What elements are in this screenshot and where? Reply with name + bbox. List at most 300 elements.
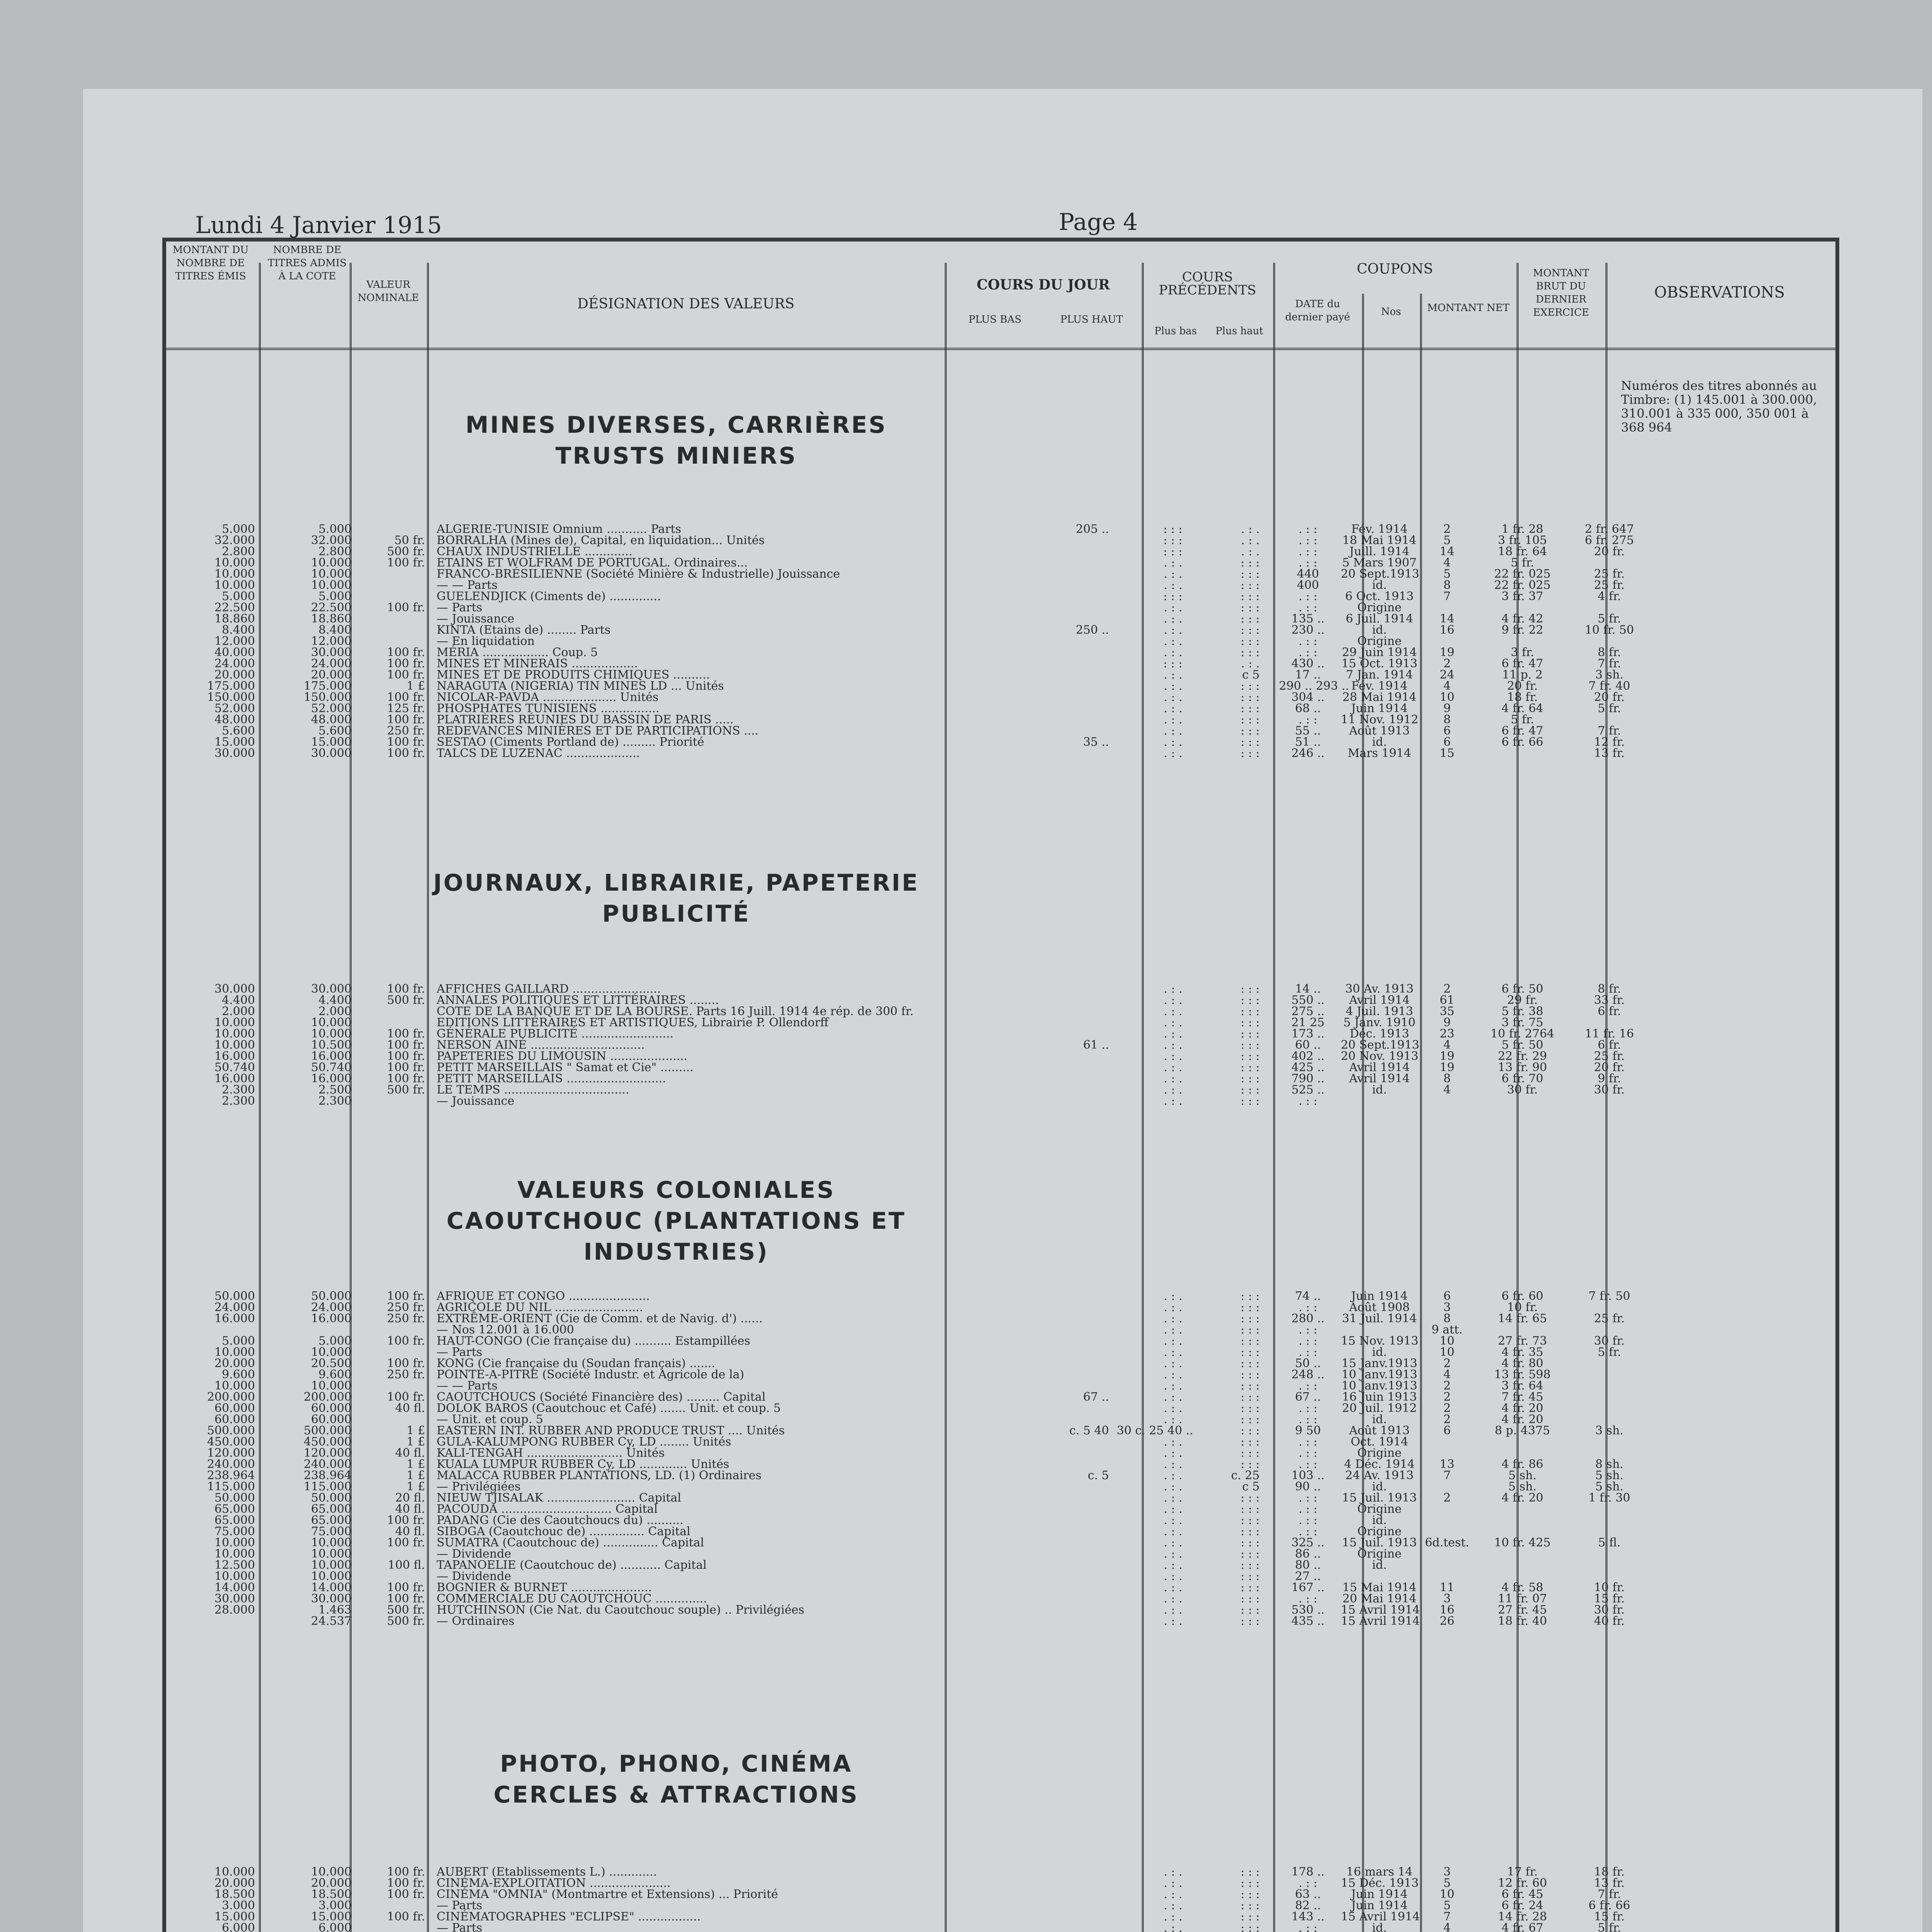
cell-prec-plus-bas: : : : [1240,601,1260,614]
cell-designation: GUELENDJICK (Ciments de) .............. [437,590,661,603]
cell-titres-cote: 18.500 [311,1888,352,1901]
cell-cours-plus-haut: . : . [1163,1865,1182,1879]
cell-valeur-nominale: 125 fr. [387,702,425,715]
cell-titres-emis: 2.800 [222,545,255,558]
cell-titres-emis: 12.500 [214,1558,255,1572]
cell-prec-plus-bas: : : : [1240,1049,1260,1063]
cell-titres-emis: 10.000 [214,1016,255,1029]
cell-montant-brut: 5 fl. [1598,1536,1621,1549]
section-title-line: TRUSTS MINIERS [555,442,797,469]
cell-prec-plus-bas: : : : [1240,1312,1260,1325]
cell-montant-brut: 10 fr. 50 [1585,623,1634,637]
cell-coupon-numero: 10 [1439,1345,1455,1359]
cell-prec-plus-bas: : : : [1240,1458,1260,1471]
cell-titres-cote: 450.000 [303,1435,352,1449]
cell-coupon-montant-net: 3 fr. 37 [1501,590,1544,603]
table-row [166,1922,1835,1932]
cell-prec-plus-haut: 425 .. [1291,1061,1325,1074]
cell-coupon-date: Origine [1357,1525,1402,1538]
cell-prec-plus-haut: 402 .. [1291,1049,1325,1063]
cell-cours-plus-bas: c. 5 40 [1069,1424,1109,1437]
table-row [166,613,1835,624]
cell-coupon-numero: 9 [1443,702,1451,715]
header-plus-bas: PLUS BAS [968,314,1022,325]
section-rows [166,1866,1835,1932]
cell-montant-brut: 7 fr. [1597,1888,1621,1901]
cell-prec-plus-bas: : : : [1240,993,1260,1007]
cell-coupon-montant-net: 10 fr. [1507,1301,1538,1314]
section-title-line: PHOTO, PHONO, CINÉMA [500,1750,852,1777]
cell-titres-cote: 60.000 [311,1413,352,1426]
cell-coupon-date: Origine [1357,1446,1402,1460]
cell-coupon-date: 5 Janv. 1910 [1343,1016,1416,1029]
cell-coupon-numero: 15 [1439,747,1455,760]
cell-titres-emis: 52.000 [214,702,255,715]
cell-designation: MINES ET DE PRODUITS CHIMIQUES .......... [437,668,710,682]
cell-prec-plus-haut: 14 .. [1295,982,1321,996]
cell-titres-emis: 65.000 [214,1502,255,1516]
cell-coupon-montant-net: 3 fr. [1510,646,1534,659]
cell-valeur-nominale: 100 fl. [388,1558,425,1572]
cell-designation: ANNALES POLITIQUES ET LITTÉRAIRES ........ [437,993,719,1007]
section-rows [166,524,1835,759]
cell-titres-cote: 65.000 [311,1514,352,1527]
cell-titres-emis: 60.000 [214,1401,255,1415]
cell-titres-emis: 115.000 [207,1480,255,1493]
cell-coupon-numero: 16 [1439,1603,1455,1617]
cell-titres-cote: 10.000 [311,556,352,570]
cell-titres-cote: 24.000 [311,657,352,670]
cell-coupon-montant-net: 6 fr. 47 [1501,724,1544,738]
cell-coupon-date: Origine [1357,1502,1402,1516]
cell-prec-plus-bas: : : : [1240,1005,1260,1018]
cell-designation: CHAUX INDUSTRIELLE ............. [437,545,633,558]
cell-valeur-nominale: 1 £ [406,1469,425,1482]
cell-titres-cote: 16.000 [311,1072,352,1085]
cell-designation: — Unit. et coup. 5 [437,1413,543,1426]
cell-coupon-date: Origine [1357,601,1402,614]
cell-montant-brut: 6 fr. 66 [1588,1899,1631,1912]
cell-cours-plus-haut: . : . [1163,668,1182,682]
cell-coupon-montant-net: 6 fr. 70 [1501,1072,1544,1085]
cell-designation: NERSON AINÉ ............................... [437,1038,645,1052]
cell-coupon-date: id. [1372,1514,1387,1527]
cell-cours-plus-haut: . : . [1163,1016,1182,1029]
cell-coupon-numero: 5 [1443,1876,1451,1890]
cell-titres-emis: 32.000 [214,534,255,547]
cell-prec-plus-bas: : : : [1240,1603,1260,1617]
cell-titres-cote: 2.500 [318,1083,352,1097]
cell-cours-plus-bas: 61 .. [1083,1038,1109,1052]
cell-cours-plus-bas: 35 .. [1083,735,1109,749]
cell-designation: PHOSPHATES TUNISIENS ................ [437,702,660,715]
cell-montant-brut: 3 sh. [1595,1424,1624,1437]
cell-coupon-numero: 7 [1443,590,1451,603]
section-title [425,410,927,471]
cell-titres-cote: 115.000 [303,1480,352,1493]
cell-prec-plus-bas: : : : [1240,690,1260,704]
cell-titres-cote: 5.000 [318,1334,352,1348]
cell-cours-plus-haut: . : . [1163,1603,1182,1617]
cell-coupon-date: 29 Juin 1914 [1342,646,1417,659]
cell-titres-cote: 10.000 [311,567,352,581]
cell-valeur-nominale: 100 fr. [387,668,425,682]
cell-coupon-date: 16 mars 14 [1346,1865,1413,1879]
cell-prec-plus-bas: : : : [1240,1547,1260,1561]
cell-montant-brut: 5 sh. [1595,1469,1624,1482]
cell-coupon-montant-net: 11 p. 2 [1502,668,1543,682]
cell-coupon-montant-net: 6 fr. 50 [1501,982,1544,996]
cell-titres-emis: 175.000 [207,679,255,693]
cell-designation: SIBOGA (Caoutchouc de) ............... Capital [437,1525,690,1538]
cell-coupon-date: id. [1372,1083,1387,1097]
cell-montant-brut: 6 fr. 275 [1585,534,1634,547]
cell-coupon-date: 15 Avril 1914 [1341,1603,1420,1617]
cell-valeur-nominale: 100 fr. [387,1061,425,1074]
cell-valeur-nominale: 1 £ [406,1480,425,1493]
cell-prec-plus-haut: . : : [1298,1435,1318,1449]
cell-valeur-nominale: 40 fl. [395,1446,425,1460]
cell-prec-plus-bas: : : : [1240,1865,1260,1879]
table-row [166,1324,1835,1335]
cell-designation: EDITIONS LITTÉRAIRES ET ARTISTIQUES, Librairie P. Ollendorff [437,1016,829,1029]
cell-coupon-montant-net: 17 fr. [1507,1865,1538,1879]
cell-coupon-montant-net: 4 fr. 20 [1501,1491,1544,1505]
cell-prec-plus-bas: : : : [1240,1289,1260,1303]
cell-cours-plus-haut: . : . [1163,1876,1182,1890]
cell-montant-brut: 8 fr. [1597,982,1621,996]
cell-valeur-nominale: 100 fr. [387,1910,425,1923]
cell-prec-plus-bas: : : : [1240,1592,1260,1605]
cell-coupon-numero: 4 [1443,1921,1451,1932]
cell-valeur-nominale: 100 fr. [387,1049,425,1063]
table-row [166,1017,1835,1028]
cell-designation: — — Parts [437,578,498,592]
table-row [166,1436,1835,1447]
cell-cours-plus-haut: . : . [1163,1357,1182,1370]
cell-titres-emis: 20.000 [214,1357,255,1370]
table-row [166,1911,1835,1922]
table-row [166,1900,1835,1911]
cell-coupon-date: Juin 1914 [1351,1289,1408,1303]
cell-prec-plus-haut: 27 .. [1295,1570,1321,1583]
cell-prec-plus-bas: : : : [1240,982,1260,996]
cell-prec-plus-haut: 248 .. [1291,1368,1325,1381]
cell-coupon-date: 7 Jan. 1914 [1346,668,1413,682]
cell-cours-plus-haut: . : . [1163,1323,1182,1337]
cell-montant-brut: 3 sh. [1595,668,1624,682]
header-plus-haut: PLUS HAUT [1060,314,1123,325]
cell-prec-plus-haut: 17 .. [1295,668,1321,682]
cell-prec-plus-bas: : : : [1240,735,1260,749]
cell-titres-cote: 10.000 [311,1379,352,1393]
cell-prec-plus-bas: : : : [1240,646,1260,659]
cell-titres-cote: 75.000 [311,1525,352,1538]
cell-montant-brut: 30 fr. [1594,1083,1625,1097]
page-date: Lundi 4 Janvier 1915 [195,212,442,239]
table-row [166,680,1835,692]
cell-valeur-nominale: 250 fr. [387,724,425,738]
cell-coupon-montant-net: 8 p. 4375 [1495,1424,1550,1437]
table-row [166,714,1835,725]
cell-prec-plus-bas: : : : [1240,1301,1260,1314]
cell-coupon-date: 4 Juil. 1913 [1345,1005,1413,1018]
cell-prec-plus-haut: 82 .. [1295,1899,1321,1912]
cell-designation: — Dividende [437,1547,511,1561]
cell-designation: — Nos 12.001 à 16.000 [437,1323,574,1337]
cell-montant-brut: 10 fr. [1594,1581,1625,1594]
cell-cours-plus-haut: . : . [1163,1558,1182,1572]
cell-coupon-montant-net: 14 fr. 28 [1498,1910,1547,1923]
cell-montant-brut: 30 fr. [1594,1603,1625,1617]
cell-coupon-date: id. [1372,1921,1387,1932]
cell-titres-emis: 3.000 [222,1899,255,1912]
cell-titres-cote: 8.400 [318,623,352,637]
cell-prec-plus-haut: 51 .. [1295,735,1321,749]
cell-coupon-montant-net: 27 fr. 45 [1498,1603,1547,1617]
cell-prec-plus-haut: . : : [1298,1525,1318,1538]
cell-coupon-montant-net: 7 fr. 45 [1501,1390,1544,1404]
cell-titres-emis: 50.000 [214,1289,255,1303]
cell-coupon-montant-net: 5 sh. [1508,1480,1537,1493]
cell-prec-plus-bas: : : : [1240,1581,1260,1594]
cell-montant-brut: 20 fr. [1594,690,1625,704]
cell-cours-plus-haut: . : . [1163,1379,1182,1393]
header-plus-bas-2: Plus bas [1154,325,1197,337]
section-title-line: JOURNAUX, LIBRAIRIE, PAPETERIE [433,869,919,896]
cell-titres-emis: 30.000 [214,982,255,996]
cell-coupon-date: Août 1913 [1349,1424,1410,1437]
cell-titres-emis: 6.000 [222,1921,255,1932]
cell-titres-cote: 12.000 [311,634,352,648]
cell-montant-brut: 7 fr. [1597,724,1621,738]
cell-cours-plus-haut: . : . [1163,1502,1182,1516]
cell-prec-plus-haut: 530 .. [1291,1603,1325,1617]
cell-cours-plus-haut: . : . [1163,1334,1182,1348]
cell-cours-plus-haut: . : . [1163,1027,1182,1041]
cell-coupon-date: Avril 1914 [1349,1061,1410,1074]
cell-titres-cote: 10.000 [311,1027,352,1041]
cell-coupon-montant-net: 6 fr. 60 [1501,1289,1544,1303]
header-coupons: COUPONS [1357,261,1433,277]
cell-valeur-nominale: 500 fr. [387,1083,425,1097]
header-date-dernier-paye: DATE du dernier payé [1285,298,1350,323]
cell-valeur-nominale: 100 fr. [387,1357,425,1370]
cell-prec-plus-haut: 103 .. [1291,1469,1325,1482]
cell-prec-plus-bas: : : : [1240,612,1260,626]
cell-coupon-montant-net: 4 fr. 80 [1501,1357,1544,1370]
cell-titres-emis: 24.000 [214,657,255,670]
cell-coupon-numero: 7 [1443,1469,1451,1482]
cell-coupon-montant-net: 13 fr. 90 [1498,1061,1547,1074]
cell-titres-cote: 30.000 [311,1592,352,1605]
cell-coupon-numero: 16 [1439,623,1455,637]
cell-coupon-date: 28 Mai 1914 [1342,690,1417,704]
cell-titres-emis: 40.000 [214,646,255,659]
cell-designation: NIEUW TJISALAK ........................ Capital [437,1491,681,1505]
cell-titres-emis: 16.000 [214,1072,255,1085]
cell-montant-brut: 6 fr. [1597,1005,1621,1018]
cell-coupon-montant-net: 14 fr. 65 [1498,1312,1547,1325]
header-divider [162,348,1839,350]
cell-cours-plus-haut: . : . [1163,1312,1182,1325]
cell-valeur-nominale: 100 fr. [387,1390,425,1404]
cell-coupon-montant-net: 6 fr. 47 [1501,657,1544,670]
table-row [166,1062,1835,1073]
cell-coupon-numero: 7 [1443,1910,1451,1923]
cell-designation: EXTRÊME-ORIENT (Cie de Comm. et de Navig. d') ...... [437,1312,763,1325]
cell-coupon-montant-net: 3 fr. 64 [1501,1379,1544,1393]
cell-prec-plus-bas: : : : [1240,1345,1260,1359]
cell-titres-cote: 50.000 [311,1289,352,1303]
table-row [166,557,1835,568]
cell-cours-plus-haut: . : . [1163,601,1182,614]
table-row [166,1403,1835,1414]
cell-coupon-date: 10 Janv.1913 [1341,1368,1418,1381]
cell-prec-plus-haut: . : : [1298,1301,1318,1314]
cell-prec-plus-haut: . : : [1298,1413,1318,1426]
cell-coupon-numero: 61 [1439,993,1455,1007]
cell-montant-brut: 7 fr. 50 [1588,1289,1631,1303]
cell-coupon-montant-net: 4 fr. 35 [1501,1345,1544,1359]
cell-designation: PETIT MARSEILLAIS " Samat et Cie" ......... [437,1061,694,1074]
cell-cours-plus-bas: 250 .. [1076,623,1109,637]
cell-titres-cote: 175.000 [303,679,352,693]
cell-cours-plus-haut: . : . [1163,1072,1182,1085]
cell-montant-brut: 8 sh. [1595,1458,1624,1471]
cell-cours-plus-haut: : : : [1163,534,1182,547]
cell-coupon-numero: 14 [1439,545,1455,558]
section-title [425,867,927,929]
cell-valeur-nominale: 250 fr. [387,1368,425,1381]
section-title [425,1748,927,1810]
cell-prec-plus-haut: . : : [1298,522,1318,536]
table-row [166,1006,1835,1017]
cell-coupon-numero: 6 [1443,724,1451,738]
cell-titres-cote: 5.600 [318,724,352,738]
cell-valeur-nominale: 100 fr. [387,690,425,704]
cell-prec-plus-haut: . : : [1298,1502,1318,1516]
cell-prec-plus-haut: 246 .. [1291,747,1325,760]
cell-coupon-numero: 4 [1443,1038,1451,1052]
cell-montant-brut: 25 fr. [1594,1312,1625,1325]
cell-coupon-date: Juin 1914 [1351,1888,1408,1901]
cell-coupon-montant-net: 4 fr. 20 [1501,1413,1544,1426]
cell-prec-plus-bas: : : : [1240,1038,1260,1052]
cell-designation: — Jouissance [437,1094,515,1108]
cell-coupon-date: 20 Juil. 1912 [1342,1401,1417,1415]
cell-coupon-montant-net: 12 fr. 60 [1498,1876,1547,1890]
cell-titres-cote: 65.000 [311,1502,352,1516]
cell-titres-emis: 2.000 [222,1005,255,1018]
cell-coupon-numero: 4 [1443,556,1451,570]
cell-cours-plus-bas: 205 .. [1076,522,1109,536]
cell-titres-cote: 10.000 [311,1547,352,1561]
cell-titres-emis: 120.000 [207,1446,255,1460]
cell-cours-plus-haut: . : . [1163,1480,1182,1493]
cell-prec-plus-haut: . : : [1298,1094,1318,1108]
cell-coupon-numero: 6 [1443,735,1451,749]
cell-coupon-montant-net: 4 fr. 86 [1501,1458,1544,1471]
cell-prec-plus-haut: . : : [1298,1458,1318,1471]
cell-coupon-montant-net: 18 fr. [1507,690,1538,704]
cell-coupon-date: id. [1372,1558,1387,1572]
cell-titres-emis: 10.000 [214,1379,255,1393]
cell-coupon-date: id. [1372,1480,1387,1493]
cell-cours-plus-haut: . : . [1163,724,1182,738]
cell-designation: — — Parts [437,1379,498,1393]
cell-titres-cote: 500.000 [303,1424,352,1437]
cell-prec-plus-bas: : : : [1240,1061,1260,1074]
table-row [166,546,1835,557]
cell-titres-cote: 10.000 [311,1536,352,1549]
cell-montant-brut: 1 fr. 30 [1588,1491,1631,1505]
cell-montant-brut: 9 fr. [1597,1072,1621,1085]
cell-cours-plus-haut: . : . [1163,735,1182,749]
cell-valeur-nominale: 100 fr. [387,747,425,760]
cell-prec-plus-haut: . : : [1298,1446,1318,1460]
cell-montant-brut: 5 fr. [1597,1921,1621,1932]
cell-titres-emis: 60.000 [214,1413,255,1426]
cell-titres-cote: 10.000 [311,1570,352,1583]
cell-titres-emis: 4.400 [222,993,255,1007]
cell-prec-plus-haut: 21 25 [1291,1016,1325,1029]
cell-titres-cote: 10.000 [311,1016,352,1029]
cell-titres-cote: 2.800 [318,545,352,558]
cell-cours-plus-haut: . : . [1163,1514,1182,1527]
cell-valeur-nominale: 500 fr. [387,545,425,558]
table-row [166,1492,1835,1503]
cell-coupon-numero: 5 [1443,1899,1451,1912]
cell-prec-plus-haut: 400 [1297,578,1319,592]
cell-designation: AGRICOLE DU NIL ........................ [437,1301,643,1314]
cell-titres-emis: 28.000 [214,1603,255,1617]
section-title-line: MINES DIVERSES, CARRIÈRES [465,412,887,439]
cell-coupon-montant-net: 3 fr. 75 [1501,1016,1544,1029]
cell-designation: CAOUTCHOUCS (Société Financière des) ......... Capital [437,1390,766,1404]
table-row [166,748,1835,759]
cell-prec-plus-bas: : : : [1240,1072,1260,1085]
cell-valeur-nominale: 40 fl. [395,1401,425,1415]
table-row [166,1571,1835,1582]
cell-prec-plus-bas: c 5 [1242,668,1260,682]
cell-montant-brut: 25 fr. [1594,578,1625,592]
cell-designation: POINTE-A-PITRE (Société Industr. et Agricole de la) [437,1368,745,1381]
cell-titres-emis: 10.000 [214,578,255,592]
cell-coupon-date: Fév. 1914 [1351,522,1408,536]
table-row [166,568,1835,580]
cell-designation: HAUT-CONGO (Cie française du) .......... Estampillées [437,1334,750,1348]
cell-prec-plus-bas: c 5 [1242,1480,1260,1493]
cell-coupon-date: Août 1913 [1349,724,1410,738]
cell-titres-emis: 238.964 [207,1469,255,1482]
cell-prec-plus-bas: : : : [1240,1334,1260,1348]
table-row [166,1481,1835,1492]
cell-cours-plus-haut: : : : [1163,522,1182,536]
cell-montant-brut: 13 fr. [1594,1876,1625,1890]
cell-coupon-numero: 2 [1443,1401,1451,1415]
header-designation: DÉSIGNATION DES VALEURS [577,296,795,312]
cell-titres-cote: 30.000 [311,982,352,996]
cell-designation: GÉNÉRALE PUBLICITÉ ......................... [437,1027,674,1041]
cell-coupon-numero: 10 [1439,1334,1455,1348]
cell-prec-plus-bas: : : : [1240,1910,1260,1923]
cell-cours-plus-haut: . : . [1163,1390,1182,1404]
cell-cours-plus-haut: . : . [1163,1458,1182,1471]
cell-cours-plus-haut: . : . [1163,1614,1182,1628]
cell-montant-brut: 30 fr. [1594,1334,1625,1348]
cell-coupon-date: 15 Déc. 1913 [1341,1876,1419,1890]
